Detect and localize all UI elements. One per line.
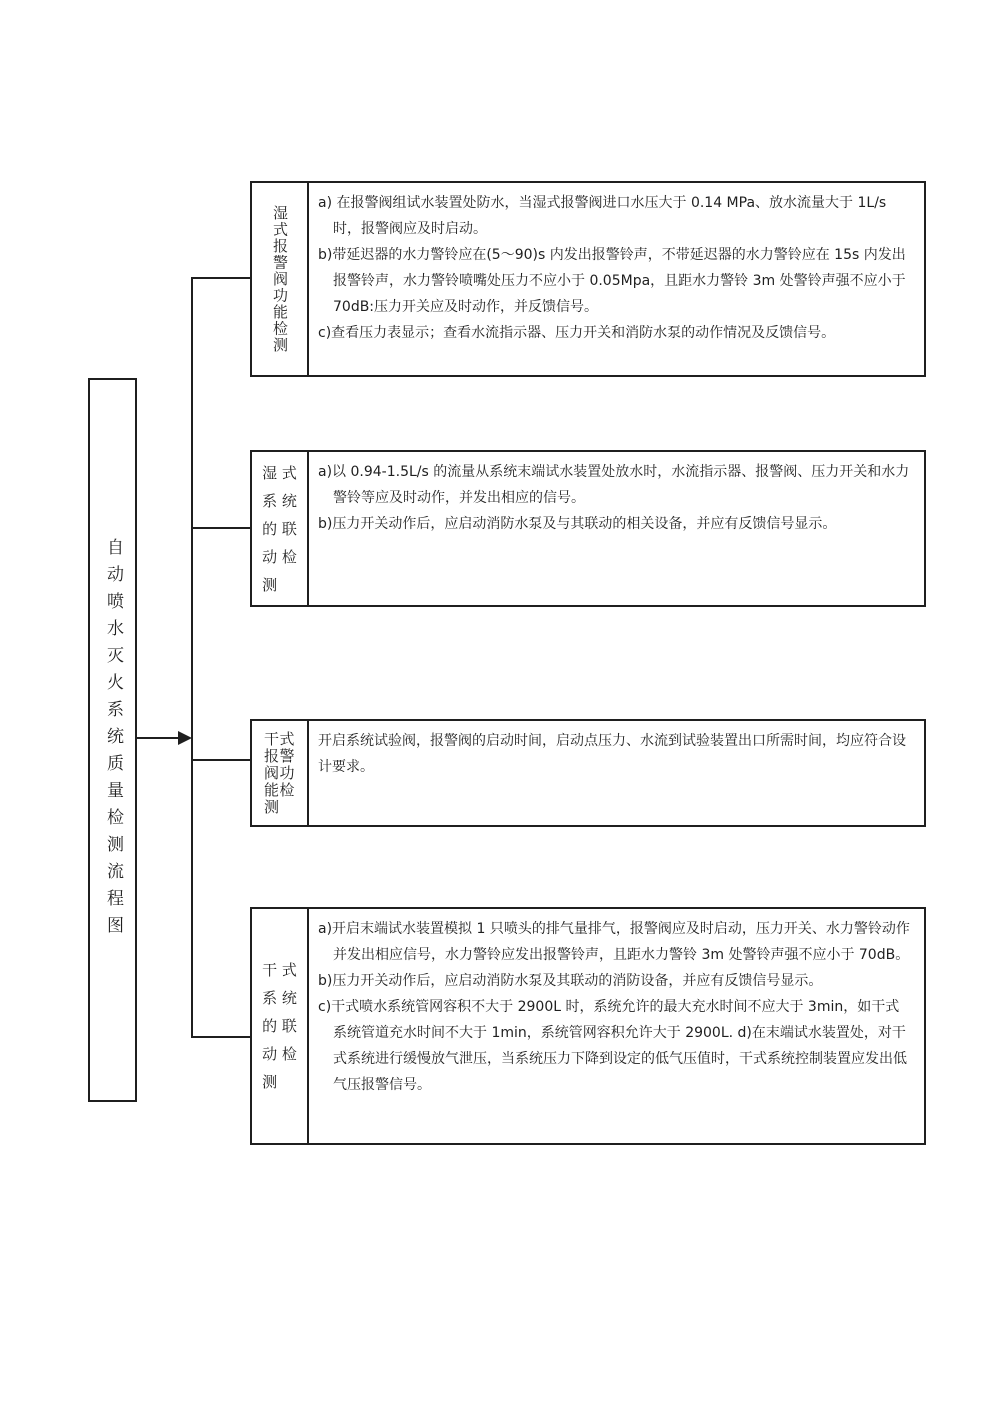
connector-branch-4 bbox=[192, 1036, 251, 1038]
content-item: b)压力开关动作后，应启动消防水泵及其联动的消防设备，并应有反馈信号显示。 bbox=[318, 973, 823, 989]
content-item: a) 在报警阀组试水装置处防水，当湿式报警阀进口水压大于 0.14 MPa、放水流量大于 1L/s 时，报警阀应及时启动。 bbox=[318, 195, 887, 237]
node-content bbox=[309, 183, 924, 375]
label-row: 动 检 bbox=[262, 547, 297, 566]
root-arrow-line bbox=[137, 737, 179, 739]
label-row: 湿 式 bbox=[262, 463, 297, 482]
node-content bbox=[309, 452, 924, 605]
connector-branch-2 bbox=[192, 527, 251, 529]
label-row: 的 联 bbox=[262, 1017, 297, 1035]
label-row: 报警 bbox=[263, 746, 295, 765]
node-label-cell bbox=[252, 183, 309, 375]
content-item: a)以 0.94-1.5L/s 的流量从系统末端试水装置处放水时，水流指示器、报警阀、压力开关和水力警铃等应及时动作，并发出相应的信号。 bbox=[318, 464, 910, 506]
root-node-box bbox=[88, 378, 137, 1102]
node-label bbox=[264, 731, 295, 816]
node-dry-alarm-valve-function-test bbox=[250, 719, 926, 827]
content-item: b)带延迟器的水力警铃应在(5～90)s 内发出报警铃声，不带延迟器的水力警铃应在 15s 内发出报警铃声，水力警铃喷嘴处压力不应小于 0.05Mpa，且距水力警铃 3m 处警铃声强不应小于 70dB:压力开关应及时动作，并反馈信号。 bbox=[318, 247, 906, 315]
flowchart-title: 自动喷水灭火系统质量检测流程图 bbox=[103, 537, 123, 943]
content-item: c)干式喷水系统管网容积不大于 2900L 时，系统允许的最大充水时间不应大于 3min，如干式系统管道充水时间不大于 1min，系统管网容积允许大于 2900L. d)在末端试水装置处，对干式系统进行缓慢放气泄压，当系统压力下降到设定的低气压值时，干式系统控制装置应发出低气压报警信号。 bbox=[318, 999, 907, 1093]
node-wet-alarm-valve-function-test bbox=[250, 181, 926, 377]
content-item: 开启系统试验阀，报警阀的启动时间，启动点压力、水流到试验装置出口所需时间，均应符合设计要求。 bbox=[318, 733, 906, 775]
label-row: 系 统 bbox=[262, 989, 297, 1007]
content-item: a)开启末端试水装置模拟 1 只喷头的排气量排气，报警阀应及时启动，压力开关、水力警铃动作并发出相应信号，水力警铃应发出报警铃声，且距水力警铃 3m 处警铃声强不应小于 70dB。 bbox=[318, 921, 910, 963]
label-row: 阀功 bbox=[263, 763, 295, 782]
node-content bbox=[309, 909, 924, 1143]
node-label-cell bbox=[252, 721, 309, 825]
label-row: 测 bbox=[262, 1073, 278, 1091]
label-row: 干式 bbox=[263, 729, 295, 748]
trunk-line bbox=[191, 277, 193, 1038]
node-label bbox=[262, 459, 297, 599]
node-label bbox=[262, 956, 297, 1096]
node-content bbox=[309, 721, 924, 825]
node-label-cell bbox=[252, 452, 309, 605]
node-label-cell bbox=[252, 909, 309, 1143]
connector-branch-1 bbox=[192, 277, 251, 279]
right-arrow-icon bbox=[178, 731, 192, 745]
node-wet-system-linkage-test bbox=[250, 450, 926, 607]
node-dry-system-linkage-test bbox=[250, 907, 926, 1145]
connector-branch-3 bbox=[192, 759, 251, 761]
content-item: c)查看压力表显示；查看水流指示器、压力开关和消防水泵的动作情况及反馈信号。 bbox=[318, 325, 836, 341]
label-row: 干 式 bbox=[262, 961, 297, 979]
label-row: 动 检 bbox=[262, 1045, 297, 1063]
content-item: b)压力开关动作后，应启动消防水泵及与其联动的相关设备，并应有反馈信号显示。 bbox=[318, 516, 837, 532]
label-row: 测 bbox=[263, 797, 280, 816]
label-row: 的 联 bbox=[262, 519, 297, 538]
label-row: 系 统 bbox=[262, 491, 297, 510]
label-row: 测 bbox=[262, 575, 278, 594]
node-label: 湿式报警阀功能检测 bbox=[271, 204, 289, 354]
label-row: 能检 bbox=[263, 780, 295, 799]
